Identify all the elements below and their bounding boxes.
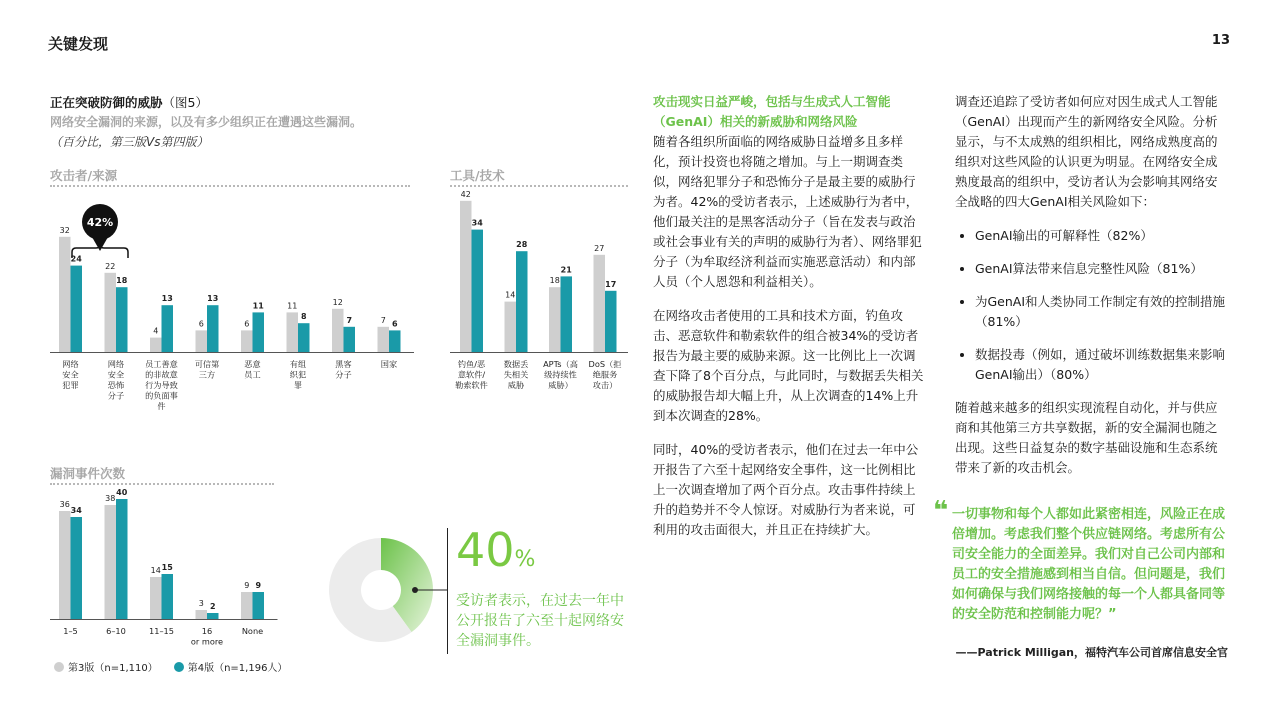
risk-item: • 数据投毒（例如，通过破坏训练数据集来影响GenAI输出）（80%） — [975, 345, 1227, 385]
data-label: 6 — [391, 319, 398, 329]
risk-item: • 为GenAI和人类协同工作制定有效的控制措施（81%） — [975, 292, 1227, 332]
bar — [549, 287, 561, 352]
data-label: 34 — [471, 218, 483, 228]
tick-label: 员工 — [244, 369, 261, 380]
bar — [241, 330, 253, 352]
bar — [196, 610, 208, 619]
data-label: 38 — [105, 494, 116, 503]
tick-label: 可信第 — [194, 359, 220, 369]
tick-label: or more — [190, 636, 224, 647]
data-label: 36 — [59, 500, 70, 509]
article-paragraph-1: 随着各组织所面临的网络威胁日益增多且多样化，预计投资也将随之增加。与上一期调查类似，网络犯罪分子和恐怖分子是最主要的威胁行为者。42%的受访者表示，上述威胁行为者中，他们最关注的是黑客活动分子（旨在发表与政治或社会事业有关的声明的威胁行为者）、网络罪犯分子（为牟取经济利益而实施恶意活动）和内部人员（个人恩怨和利益相关）。 — [653, 134, 922, 289]
chart-incidents — [50, 488, 278, 647]
chart-attackers — [50, 204, 414, 411]
tick-label: DoS（拒 — [588, 359, 622, 369]
bar — [344, 327, 356, 352]
bar — [207, 305, 219, 352]
data-label: 2 — [209, 602, 216, 611]
data-label: 11 — [287, 301, 298, 311]
bar — [71, 266, 83, 352]
article-column-1 — [653, 92, 925, 554]
tick-label: 6–10 — [106, 626, 126, 636]
tick-label: 员工善意 — [145, 359, 178, 369]
stat-number: 40 — [456, 523, 515, 577]
bar — [105, 505, 117, 619]
legend-edition4: 第4版（n=1,196人） — [187, 663, 288, 674]
bar — [505, 302, 517, 352]
bar — [472, 230, 484, 352]
bar — [116, 287, 128, 352]
bar — [516, 251, 528, 352]
bar — [207, 613, 219, 619]
data-label: 11 — [252, 301, 264, 311]
tick-label: 失相关 — [503, 369, 529, 380]
data-label: 4 — [153, 326, 159, 336]
risk-item: • GenAI输出的可解释性（82%） — [975, 226, 1227, 246]
tick-label: 分子 — [335, 369, 352, 380]
data-label: 8 — [300, 312, 307, 322]
chart-tools — [450, 190, 628, 390]
article-paragraph-2: 在网络攻击者使用的工具和技术方面，钓鱼攻击、恶意软件和勒索软件的组合被34%的受访者报告为最主要的威胁来源。这一比例比上一次调查下降了8个百分点，与此同时，与数据丢失相关的威胁报告却大幅上升，从上次调查的14%上升到本次调查的28%。 — [653, 308, 924, 423]
data-label: 14 — [505, 290, 516, 300]
legend-swatch-edition3 — [54, 662, 64, 672]
data-label: 17 — [605, 279, 617, 289]
data-label: 6 — [198, 319, 204, 329]
data-label: 13 — [161, 294, 173, 304]
tick-label: 数据丢 — [503, 359, 529, 369]
tick-label: 安全 — [107, 369, 125, 380]
data-label: 34 — [70, 506, 82, 515]
risk-item: • GenAI算法带来信息完整性风险（81%） — [975, 259, 1227, 279]
tick-label: 16 — [201, 626, 213, 636]
data-label: 27 — [594, 243, 605, 253]
tick-label: APTs（高 — [543, 359, 578, 369]
bar — [162, 305, 174, 352]
tick-label: 件 — [157, 401, 166, 411]
article-paragraph-5: 随着越来越多的组织实现流程自动化，并与供应商和其他第三方共享数据，新的安全漏洞也随之出现。这些日益复杂的数字基础设施和生态系统带来了新的攻击机会。 — [955, 400, 1218, 475]
data-label: 12 — [332, 297, 343, 307]
tick-label: 织犯 — [289, 369, 307, 380]
bar — [150, 577, 162, 619]
bar — [162, 574, 174, 619]
bar — [59, 511, 71, 619]
pull-quote: 一切事物和每个人都如此紧密相连，风险正在成倍增加。考虑我们整个供应链网络。考虑所有公司安全能力的全面差异。我们对自己公司内部和员工的安全措施感到相当自信。但问题是，我们如何确保与我们网络接触的每一个人都具备同等的安全防范和控制能力呢？” — [952, 507, 1226, 622]
tick-label: None — [241, 626, 264, 636]
legend-edition3: 第3版（n=1,110） — [68, 663, 158, 674]
risk-list — [955, 226, 1227, 385]
bar — [332, 309, 344, 352]
figure-subtitle: 网络安全漏洞的来源，以及有多少组织正在遭遇这些漏洞。 — [50, 115, 363, 129]
bar — [241, 592, 253, 619]
chart-title-incidents: 漏洞事件次数 — [50, 464, 274, 485]
tick-label: 网络 — [107, 359, 125, 369]
article-heading: 攻击现实日益严峻，包括与生成式人工智能（GenAI）相关的新威胁和网络风险 — [653, 94, 891, 129]
bar — [150, 338, 162, 352]
bar — [105, 273, 117, 352]
data-label: 32 — [59, 225, 70, 235]
stat-value — [456, 523, 536, 577]
bar — [116, 499, 128, 619]
article-column-2 — [955, 92, 1227, 492]
tick-label: 意软件/ — [457, 369, 486, 380]
bar — [253, 312, 265, 352]
figure-title-text: 正在突破防御的威胁 — [50, 95, 163, 110]
data-label: 7 — [380, 315, 386, 325]
data-label: 21 — [560, 265, 572, 275]
data-label: 9 — [255, 581, 262, 590]
legend — [54, 659, 287, 674]
tick-label: 1–5 — [63, 626, 78, 636]
tick-label: 网络 — [62, 359, 79, 369]
tick-label: 绝服务 — [592, 369, 618, 380]
data-label: 7 — [346, 315, 353, 325]
tick-label: 钓鱼/恶 — [457, 359, 486, 369]
chart-title-attackers: 攻击者/来源 — [50, 166, 410, 187]
bar — [378, 327, 390, 352]
bar — [460, 201, 472, 352]
bar — [196, 330, 208, 352]
bar — [71, 517, 83, 619]
tick-label: 黑客 — [335, 359, 352, 369]
tick-label: 的非故意 — [145, 369, 178, 380]
bar — [605, 291, 617, 352]
article-paragraph-3: 同时，40%的受访者表示，他们在过去一年中公开报告了六至十起网络安全事件，这一比例相比上一次调查增加了两个百分点。攻击事件持续上升的趋势并不令人惊讶。对威胁行为者来说，可利用的攻击面很大，并且正在持续扩大。 — [653, 442, 919, 537]
data-label: 14 — [150, 566, 161, 575]
data-label: 3 — [198, 599, 204, 608]
donut-chart — [329, 528, 448, 654]
data-label: 24 — [70, 254, 82, 264]
stat-caption: 受访者表示，在过去一年中公开报告了六至十起网络安全漏洞事件。 — [456, 593, 624, 649]
data-label: 15 — [161, 563, 173, 572]
tick-label: 恐怖 — [107, 380, 125, 390]
tick-label: 犯罪 — [62, 380, 79, 390]
stat-unit: % — [514, 547, 536, 572]
tick-label: 分子 — [107, 390, 125, 401]
tick-label: 威胁） — [548, 380, 573, 390]
article-paragraph-4: 调查还追踪了受访者如何应对因生成式人工智能（GenAI）出现而产生的新网络安全风险。分析显示，与不太成熟的组织相比，网络成熟度高的组织对这些风险的认识更为明显。在网络安全成熟度最高的组织中，受访者认为会影响其网络安全战略的四大GenAI相关风险如下： — [955, 94, 1218, 209]
tick-label: 三方 — [198, 369, 216, 380]
data-label: 28 — [516, 240, 528, 250]
tick-label: 安全 — [62, 369, 79, 380]
tick-label: 11–15 — [149, 626, 174, 636]
tick-label: 罪 — [293, 380, 303, 390]
data-label: 42 — [460, 189, 471, 199]
data-label: 6 — [244, 319, 250, 329]
page-number: 13 — [1211, 33, 1230, 48]
bar — [561, 276, 573, 352]
bar — [594, 255, 606, 352]
bar — [287, 312, 299, 352]
tick-label: 级持续性 — [544, 369, 577, 380]
data-label: 18 — [116, 276, 128, 286]
chart-title-tools: 工具/技术 — [450, 166, 628, 187]
tick-label: 威胁 — [507, 380, 525, 390]
data-label: 18 — [549, 276, 560, 286]
bar — [298, 323, 310, 352]
tick-label: 恶意 — [244, 359, 261, 369]
data-label: 40 — [116, 488, 128, 497]
bar — [59, 237, 71, 352]
tick-label: 有组 — [289, 359, 307, 369]
bar — [389, 330, 401, 352]
figure-note: （百分比，第三版Vs第四版） — [50, 135, 209, 149]
data-label: 22 — [105, 261, 116, 271]
quote-mark-icon: ❝ — [933, 496, 949, 526]
tick-label: 勒索软件 — [455, 380, 488, 390]
tick-label: 的负面事 — [145, 390, 178, 401]
callout-label: 42% — [86, 216, 114, 229]
figure-ref: （图5） — [162, 95, 208, 110]
data-label: 13 — [207, 294, 219, 304]
tick-label: 国家 — [380, 359, 398, 369]
data-label: 9 — [244, 581, 250, 590]
tick-label: 攻击） — [592, 380, 618, 390]
quote-attribution: ——Patrick Milligan，福特汽车公司首席信息安全官 — [955, 646, 1228, 659]
bar — [253, 592, 265, 619]
tick-label: 行为导致 — [145, 380, 178, 390]
section-title: 关键发现 — [48, 35, 109, 53]
legend-swatch-edition4 — [174, 662, 184, 672]
